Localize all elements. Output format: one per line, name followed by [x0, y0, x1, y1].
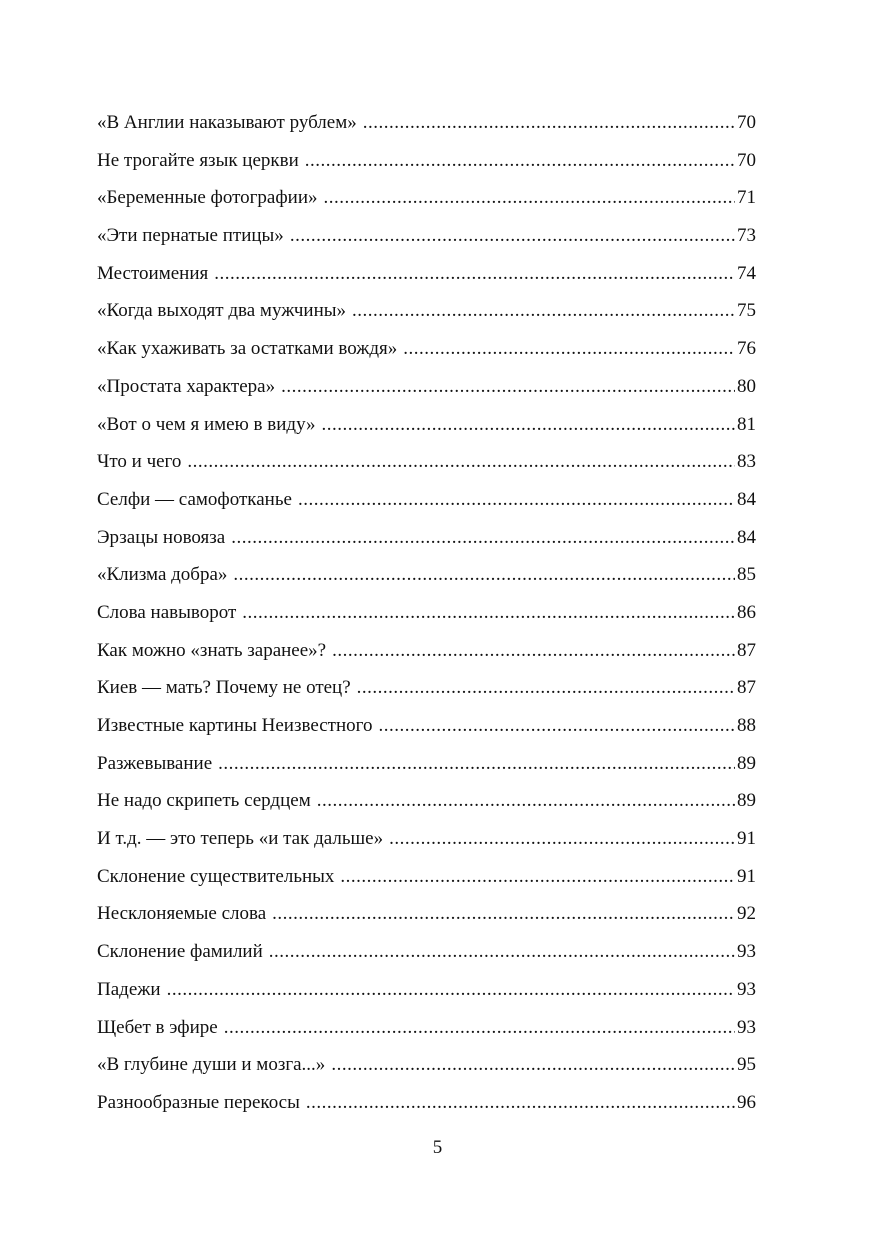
dot-leader	[322, 406, 735, 444]
toc-entry-page: 71	[737, 187, 756, 209]
toc-entry	[97, 1046, 756, 1084]
toc-entry	[97, 443, 756, 481]
dot-leader	[340, 858, 735, 896]
toc-entry-title: Разнообразные перекосы	[97, 1091, 300, 1113]
dot-leader	[352, 292, 735, 330]
toc-entry-title: «Простата характера»	[97, 375, 276, 397]
toc-entry	[97, 255, 756, 293]
toc-entry	[97, 217, 756, 255]
toc-entry	[97, 292, 756, 330]
toc-entry-title: «Когда выходят два мужчины»	[97, 300, 347, 322]
toc-entry-title: «Эти пернатые птицы»	[97, 225, 284, 247]
toc-entry-title: Разжевывание	[97, 752, 213, 774]
toc-entry-page: 96	[737, 1091, 756, 1113]
dot-leader	[224, 1009, 735, 1047]
toc-entry-page: 85	[737, 564, 756, 586]
dot-leader	[187, 443, 735, 481]
toc-entry	[97, 104, 756, 142]
toc-entry-page: 91	[737, 828, 756, 850]
toc-entry-page: 84	[737, 488, 756, 510]
toc-entry	[97, 858, 756, 896]
dot-leader	[167, 971, 735, 1009]
dot-leader	[306, 1084, 735, 1122]
toc-entry-title: Склонение существительных	[97, 865, 335, 887]
toc-entry-title: Склонение фамилий	[97, 941, 263, 963]
dot-leader	[231, 519, 735, 557]
dot-leader	[272, 895, 735, 933]
toc-entry	[97, 782, 756, 820]
toc-entry-title: Как можно «знать заранее»?	[97, 639, 327, 661]
toc-entry-title: Несклоняемые слова	[97, 903, 267, 925]
toc-entry-page: 76	[737, 338, 756, 360]
toc-entry-title: «Беременные фотографии»	[97, 187, 318, 209]
dot-leader	[378, 707, 735, 745]
toc-entry	[97, 820, 756, 858]
toc-entry-title: Не трогайте язык церкви	[97, 149, 299, 171]
toc-entry-title: Падежи	[97, 978, 161, 1000]
toc-entry-page: 93	[737, 941, 756, 963]
toc-entry	[97, 707, 756, 745]
toc-entry-title: Известные картины Неизвестного	[97, 715, 373, 736]
dot-leader	[233, 556, 735, 594]
toc-entry	[97, 406, 756, 444]
toc-entry-title: Киев — мать? Почему не отец?	[97, 677, 351, 699]
toc-entry	[97, 519, 756, 557]
toc-entry-page: 91	[737, 865, 756, 887]
toc-entry-title: «В глубине души и мозга...»	[97, 1054, 326, 1076]
toc-entry	[97, 632, 756, 670]
toc-entry-title: И т.д. — это теперь «и так дальше»	[97, 828, 384, 850]
toc-entry-page: 70	[737, 112, 756, 133]
toc-entry-page: 83	[737, 451, 756, 473]
toc-entry	[97, 481, 756, 519]
toc-entry-title: Местоимения	[97, 262, 209, 284]
dot-leader	[331, 1046, 735, 1084]
toc-entry-title: Эрзацы новояза	[97, 526, 226, 548]
dot-leader	[332, 632, 735, 670]
toc-entry-page: 89	[737, 752, 756, 774]
toc-entry-title: Что и чего	[97, 451, 182, 473]
toc-entry-title: Селфи — самофотканье	[97, 488, 292, 510]
dot-leader	[214, 255, 735, 293]
dot-leader	[324, 179, 735, 217]
dot-leader	[290, 217, 735, 255]
toc-entry-page: 74	[737, 262, 756, 284]
toc-entry-page: 87	[737, 677, 756, 699]
dot-leader	[281, 368, 735, 406]
toc-entry-page: 80	[737, 375, 756, 397]
toc-entry	[97, 971, 756, 1009]
dot-leader	[389, 820, 735, 858]
toc-entry-page: 87	[737, 639, 756, 661]
toc-entry	[97, 556, 756, 594]
toc-entry-title: «Вот о чем я имею в виду»	[97, 413, 316, 435]
dot-leader	[357, 669, 735, 707]
dot-leader	[363, 104, 735, 142]
toc-entry-page: 84	[737, 526, 756, 548]
toc-entry	[97, 594, 756, 632]
toc-entry-title: Щебет в эфире	[97, 1016, 218, 1038]
toc-entry	[97, 669, 756, 707]
toc-entry	[97, 142, 756, 180]
dot-leader	[242, 594, 735, 632]
dot-leader	[403, 330, 735, 368]
toc-entry	[97, 1084, 756, 1122]
dot-leader	[269, 933, 735, 971]
dot-leader	[298, 481, 735, 519]
toc-entry	[97, 1009, 756, 1047]
toc-entry-page: 89	[737, 790, 756, 812]
toc-entry	[97, 330, 756, 368]
table-of-contents	[97, 104, 756, 1122]
toc-entry-page: 75	[737, 300, 756, 322]
toc-entry	[97, 933, 756, 971]
toc-entry-page: 92	[737, 903, 756, 925]
toc-entry-page: 73	[737, 225, 756, 247]
toc-entry	[97, 368, 756, 406]
toc-entry-page: 93	[737, 1016, 756, 1038]
toc-entry	[97, 179, 756, 217]
toc-entry-title: «Как ухаживать за остатками вождя»	[97, 338, 398, 360]
toc-entry	[97, 895, 756, 933]
toc-entry-page: 95	[737, 1054, 756, 1076]
dot-leader	[317, 782, 735, 820]
toc-entry-page: 93	[737, 978, 756, 1000]
toc-entry-page: 86	[737, 601, 756, 623]
dot-leader	[218, 745, 735, 783]
toc-entry-title: Слова навыворот	[97, 601, 237, 623]
toc-entry-title: «Клизма добра»	[97, 564, 228, 586]
toc-entry-page: 81	[737, 413, 756, 435]
dot-leader	[305, 142, 735, 180]
toc-entry-page: 88	[737, 715, 756, 736]
toc-entry	[97, 745, 756, 783]
page-number: 5	[432, 1137, 443, 1158]
toc-entry-title: «В Англии наказывают рублем»	[97, 112, 357, 133]
toc-entry-page: 70	[737, 149, 756, 171]
toc-entry-title: Не надо скрипеть сердцем	[97, 790, 311, 812]
